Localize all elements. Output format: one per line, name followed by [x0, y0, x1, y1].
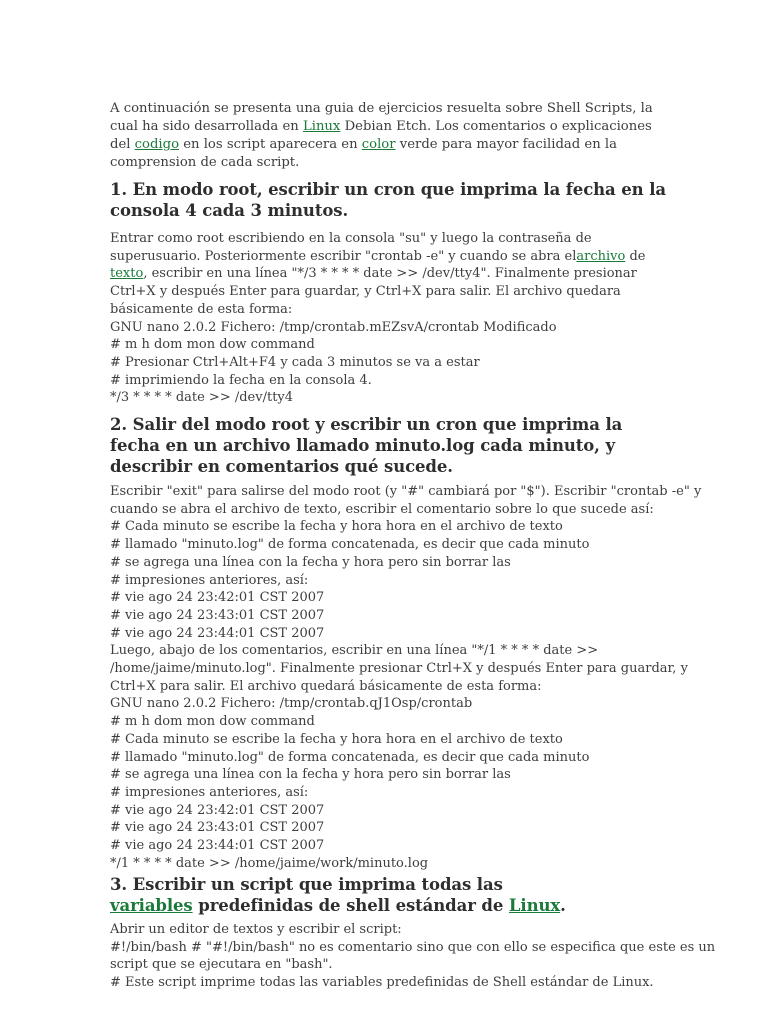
text-line: cuando se abra el archivo de texto, escribir el comentario sobre lo que sucede así: [110, 501, 654, 517]
code-line: # vie ago 24 23:42:01 CST 2007 [110, 802, 325, 818]
code-line: # m h dom mon dow command [110, 714, 315, 730]
section3-body [110, 921, 716, 992]
link-linux[interactable]: Linux [302, 119, 341, 134]
code-line: # llamado "minuto.log" de forma concatenada, es decir que cada minuto [110, 749, 590, 765]
code-line: */1 * * * * date >> /home/jaime/work/minuto.log [110, 855, 429, 871]
section1-paragraph [110, 230, 670, 319]
link-variables[interactable]: variables [110, 896, 193, 915]
text-line: Escribir "exit" para salirse del modo root (y "#" cambiará por "$"). Escribir "crontab -e" y [110, 484, 702, 499]
code-line: # se agrega una línea con la fecha y hora pero sin borrar las [110, 554, 511, 570]
section1-text-a: Entrar como root escribiendo en la consola "su" y luego la contraseña de superusuario. Posteriormente escribir "crontab -e" y cuando se abra el [110, 231, 592, 264]
intro-text-1: A continuación se presenta una guia de ejercicios resuelta sobre Shell Scripts, la cual ha sido desarrollada en [110, 101, 653, 134]
section3-heading-text-a: 3. Escribir un script que imprima todas las [110, 875, 503, 894]
intro-paragraph [110, 100, 670, 172]
code-line: # vie ago 24 23:43:01 CST 2007 [110, 607, 325, 623]
section2-body [110, 483, 702, 872]
code-line: # Este script imprime todas las variables predefinidas de Shell estándar de Linux. [110, 975, 654, 991]
intro-text-3: en los script aparecera en [179, 137, 362, 152]
code-line: # imprimiendo la fecha en la consola 4. [110, 372, 372, 388]
section3-heading-text-b: predefinidas de shell estándar de [192, 896, 509, 915]
code-line: # impresiones anteriores, así: [110, 572, 309, 588]
code-line: # llamado "minuto.log" de forma concatenada, es decir que cada minuto [110, 537, 590, 553]
section1-text-c: , escribir en una línea "*/3 * * * * date >> /dev/tty4". Finalmente presionar Ctrl+X y después Enter para guardar, y Ctrl+X para salir. El archivo quedara básicamente de esta forma: [110, 266, 637, 317]
link-texto[interactable]: texto [110, 266, 144, 282]
code-line: # vie ago 24 23:42:01 CST 2007 [110, 590, 325, 606]
code-line: GNU nano 2.0.2 Fichero: /tmp/crontab.qJ1Osp/crontab [110, 696, 473, 712]
code-line: # m h dom mon dow command [110, 337, 315, 353]
code-line: #!/bin/bash # "#!/bin/bash" no es comentario sino que con ello se especifica que este es un [110, 939, 716, 955]
code-line: # vie ago 24 23:44:01 CST 2007 [110, 838, 325, 854]
section2-heading: 2. Salir del modo root y escribir un cron que imprima la fecha en un archivo llamado minuto.log cada minuto, y describir en comentarios qué sucede. [110, 415, 623, 476]
code-line: # Cada minuto se escribe la fecha y hora hora en el archivo de texto [110, 519, 563, 535]
section3-heading [110, 874, 580, 916]
text-line: /home/jaime/minuto.log". Finalmente presionar Ctrl+X y después Enter para guardar, y [110, 661, 688, 677]
link-linux-heading[interactable]: Linux [508, 896, 561, 915]
section1-heading: 1. En modo root, escribir un cron que imprima la fecha en la consola 4 cada 3 minutos. [110, 180, 666, 220]
code-line: # se agrega una línea con la fecha y hora pero sin borrar las [110, 767, 511, 783]
section3-heading-text-c: . [560, 896, 566, 915]
code-line: script que se ejecutara en "bash". [110, 957, 333, 973]
code-line: GNU nano 2.0.2 Fichero: /tmp/crontab.mEZsvA/crontab Modificado [110, 319, 557, 335]
code-line: */3 * * * * date >> /dev/tty4 [110, 390, 294, 406]
link-archivo[interactable]: archivo [576, 248, 626, 264]
code-line: # vie ago 24 23:43:01 CST 2007 [110, 820, 325, 836]
section1-body [110, 230, 670, 407]
section1-text-b: de [625, 248, 646, 264]
code-line: # impresiones anteriores, así: [110, 784, 309, 800]
code-line: # Presionar Ctrl+Alt+F4 y cada 3 minutos se va a estar [110, 354, 480, 370]
text-line: Ctrl+X para salir. El archivo quedará básicamente de esta forma: [110, 678, 542, 694]
code-line: # Cada minuto se escribe la fecha y hora hora en el archivo de texto [110, 731, 563, 747]
link-codigo[interactable]: codigo [134, 137, 180, 152]
link-color[interactable]: color [361, 137, 396, 152]
code-line: # vie ago 24 23:44:01 CST 2007 [110, 625, 325, 641]
text-line: Abrir un editor de textos y escribir el script: [110, 922, 402, 937]
intro-text-2: Debian Etch. Los comentarios o explicaciones del [110, 119, 652, 152]
text-line: Luego, abajo de los comentarios, escribir en una línea "*/1 * * * * date >> [110, 643, 599, 659]
intro-text-4: verde para mayor facilidad en la comprension de cada script. [110, 137, 617, 170]
